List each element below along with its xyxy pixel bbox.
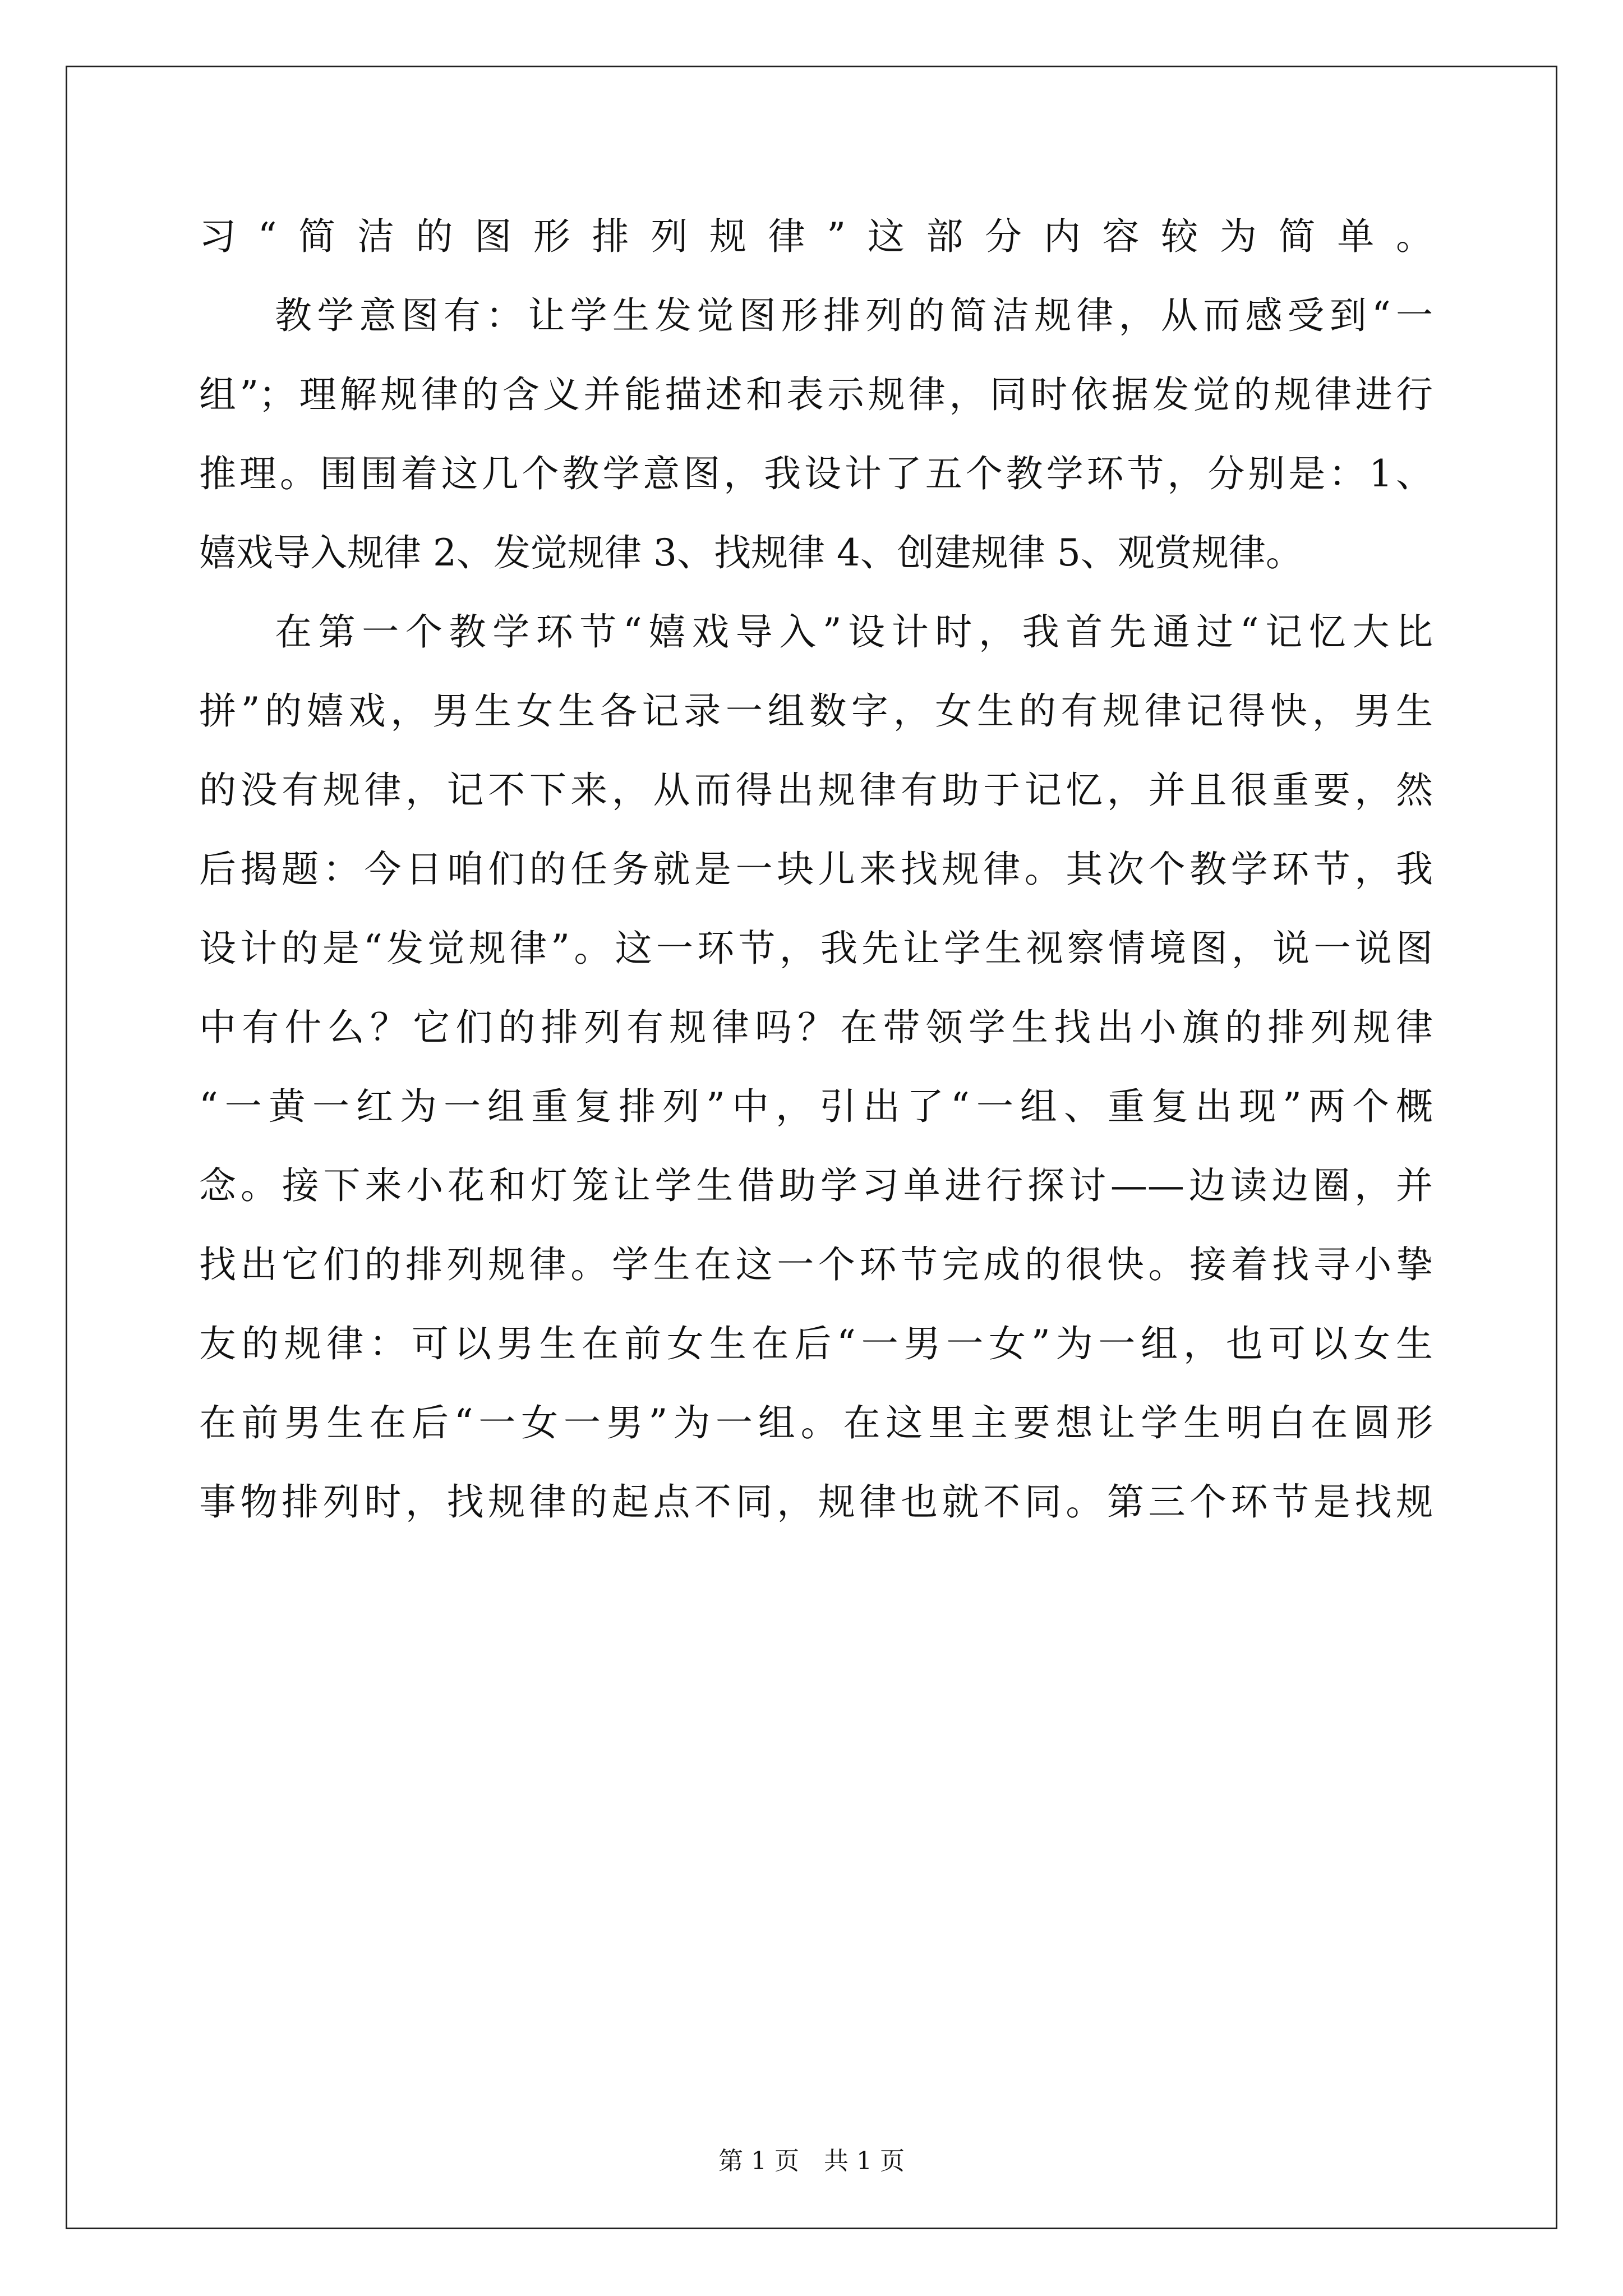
text-line: 习“简洁的图形排列规律”这部分内容较为简单。 — [199, 215, 1433, 258]
text-line: 念。接下来小花和灯笼让学生借助学习单进行探讨——边读边圈，并 — [199, 1164, 1433, 1207]
text-line: 后揭题：今日咱们的任务就是一块儿来找规律。其次个教学环节，我 — [199, 848, 1433, 891]
text-line: 找出它们的排列规律。学生在这一个环节完成的很快。接着找寻小挚 — [199, 1243, 1433, 1286]
text-line: 教学意图有：让学生发觉图形排列的简洁规律，从而感受到“一 — [275, 294, 1433, 337]
document-body — [199, 209, 1433, 1553]
text-line: 组”；理解规律的含义并能描述和表示规律，同时依据发觉的规律进行 — [199, 373, 1433, 416]
text-line: 事物排列时，找规律的起点不同，规律也就不同。第三个环节是找规 — [199, 1480, 1433, 1524]
text-line: 拼”的嬉戏，男生女生各记录一组数字，女生的有规律记得快，男生 — [199, 689, 1433, 733]
text-line: 推理。围围着这几个教学意图，我设计了五个教学环节，分别是：1、 — [199, 452, 1433, 495]
text-line: 在前男生在后“一女一男”为一组。在这里主要想让学生明白在圆形 — [199, 1401, 1433, 1444]
text-line: 在第一个教学环节“嬉戏导入”设计时，我首先通过“记忆大比 — [275, 610, 1433, 654]
text-line: “一黄一红为一组重复排列”中，引出了“一组、重复出现”两个概 — [199, 1085, 1433, 1128]
text-line: 中有什么？它们的排列有规律吗？在带领学生找出小旗的排列规律 — [199, 1006, 1433, 1049]
text-line: 设计的是“发觉规律”。这一环节，我先让学生视察情境图，说一说图 — [199, 927, 1433, 970]
page-number-footer: 第 1 页 共 1 页 — [718, 2147, 905, 2175]
text-line: 友的规律：可以男生在前女生在后“一男一女”为一组，也可以女生 — [199, 1322, 1433, 1365]
text-line: 的没有规律，记不下来，从而得出规律有助于记忆，并且很重要，然 — [199, 769, 1433, 812]
text-line: 嬉戏导入规律 2、发觉规律 3、找规律 4、创建规律 5、观赏规律。 — [199, 531, 1303, 574]
